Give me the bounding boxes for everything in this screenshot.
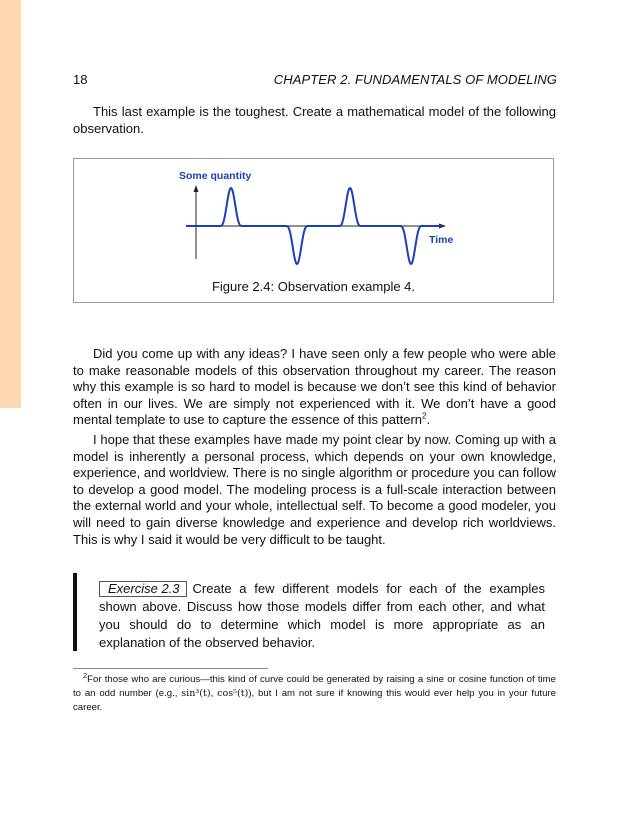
footnote-text-b: ), but I am not sure if knowing this would ever help you in your future career. xyxy=(73,688,556,714)
body-paragraph-2: I hope that these examples have made my point clear by now. Coming up with a model is inherently a personal process, which depends on your own knowledge, experience, and worldview. There is no single algorithm or procedure you can follow to develop a good model. The modeling process is a full-scale interaction between the external world and your whole, intellectual self. To become a good modeler, you will need to gain diverse knowledge and experience and develop rich worldviews. This is why I said it would be very difficult to be taught. xyxy=(73,432,556,547)
footnote-text-a: For those who are curious—this kind of curve could be generated by raising a sine or cosine function of time to an odd number (e.g., xyxy=(73,674,556,700)
y-axis-label: Some quantity xyxy=(179,170,252,182)
y-axis-arrow xyxy=(194,185,199,192)
intro-paragraph: This last example is the toughest. Create a mathematical model of the following observation. xyxy=(73,104,556,136)
footnote-ref: 2 xyxy=(422,412,427,422)
figure-caption: Figure 2.4: Observation example 4. xyxy=(211,279,416,294)
footnote-sep: , xyxy=(210,688,218,700)
figure-box xyxy=(73,158,554,303)
page-number: 18 xyxy=(73,72,88,87)
running-head: CHAPTER 2. FUNDAMENTALS OF MODELING xyxy=(273,72,557,87)
x-axis-label: Time xyxy=(429,234,454,246)
exercise-block xyxy=(99,580,545,652)
body-paragraph-1-end: . xyxy=(426,412,431,428)
footnote-mark: 2 xyxy=(83,670,88,680)
body-paragraph-1-text: Did you come up with any ideas? I have seen only a few people who were able to make reasonable models of this observation throughout my career. The reason why this example is so hard to model is because we don’t see this kind of behavior often in our lives. We are simply not experienced with it. We don’t have a good mental template to use to capture the essence of this pattern xyxy=(73,346,556,428)
exercise-text: Create a few different models for each of the examples shown above. Discuss how those models differ from each other, and what you should do to determine which model is more appropriate as an explanation of the observed behavior. xyxy=(99,581,545,650)
exercise-label: Exercise 2.3 xyxy=(99,581,187,597)
body-paragraph-1 xyxy=(73,346,556,429)
side-tab xyxy=(0,0,21,408)
exercise-bar xyxy=(73,573,77,651)
footnote xyxy=(73,670,556,716)
footnote-math-1: sin³(t) xyxy=(181,688,211,700)
footnote-rule xyxy=(73,668,268,669)
footnote-math-2: cos⁵(t) xyxy=(217,688,249,700)
